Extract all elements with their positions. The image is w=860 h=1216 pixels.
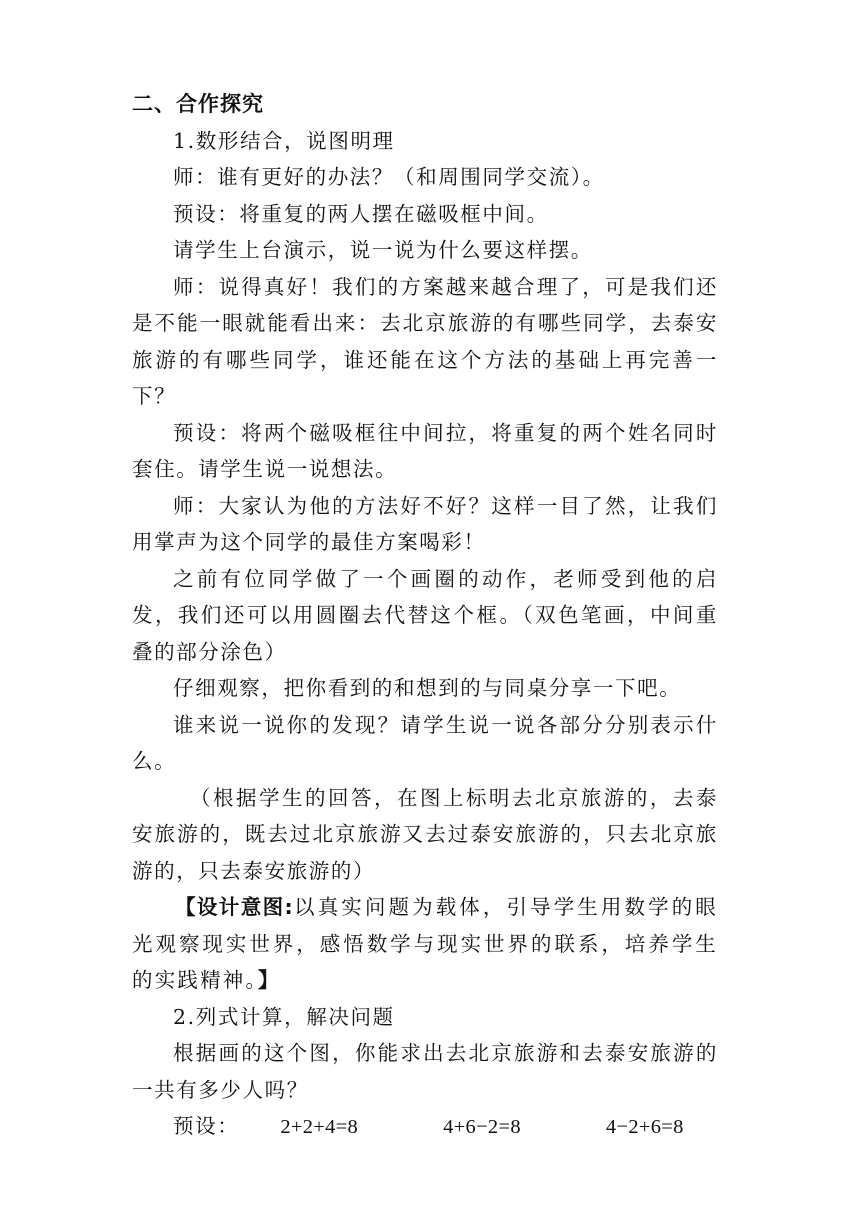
paragraph: 预设：将重复的两人摆在磁吸框中间。 bbox=[173, 201, 549, 226]
equation: 4+6−2=8 bbox=[443, 1116, 521, 1138]
preset-equations bbox=[132, 1108, 718, 1146]
paragraph: 预设：将两个磁吸框往中间拉，将重复的两个姓名同时套住。请学生说一说想法。 bbox=[132, 420, 718, 481]
document-page bbox=[132, 86, 718, 1146]
design-intent bbox=[132, 889, 718, 999]
preset-label: 预设： bbox=[173, 1114, 240, 1138]
paragraph: 师：大家认为他的方法好不好？这样一目了然，让我们用掌声为这个同学的最佳方案喝彩！ bbox=[132, 493, 718, 554]
paragraph: 之前有位同学做了一个画圈的动作，老师受到他的启发，我们还可以用圆圈去代替这个框。（双色笔画，中间重叠的部分涂色） bbox=[132, 566, 718, 664]
paragraph: 师：说得真好！我们的方案越来越合理了，可是我们还是不能一眼就能看出来：去北京旅游的有哪些同学，去泰安旅游的有哪些同学，谁还能在这个方法的基础上再完善一下？ bbox=[132, 274, 718, 408]
design-intent-body: 以真实问题为载体，引导学生用数学的眼光观察现实世界，感悟数学与现实世界的联系，培养学生的实践精神。 bbox=[132, 895, 718, 992]
equation: 2+2+4=8 bbox=[280, 1116, 359, 1138]
answer-note: （根据学生的回答，在图上标明去北京旅游的，去泰安旅游的，既去过北京旅游又去过泰安旅游的，只去北京旅游的，只去泰安旅游的） bbox=[132, 785, 718, 883]
part2-title: 2.列式计算，解决问题 bbox=[173, 1004, 395, 1029]
equation: 4−2+6=8 bbox=[605, 1116, 684, 1138]
part2-question: 根据画的这个图，你能求出去北京旅游和去泰安旅游的一共有多少人吗？ bbox=[132, 1041, 718, 1102]
design-intent-close: 】 bbox=[257, 968, 281, 992]
design-intent-label: 【设计意图: bbox=[175, 895, 294, 919]
part1-title: 1.数形结合，说图明理 bbox=[173, 128, 395, 153]
paragraph: 仔细观察，把你看到的和想到的与同桌分享一下吧。 bbox=[173, 676, 682, 700]
paragraph: 师：谁有更好的办法？（和周围同学交流）。 bbox=[173, 165, 605, 189]
paragraph: 请学生上台演示，说一说为什么要这样摆。 bbox=[173, 238, 593, 262]
section-heading: 二、合作探究 bbox=[132, 92, 264, 116]
paragraph: 谁来说一说你的发现？请学生说一说各部分分别表示什么。 bbox=[132, 712, 718, 773]
